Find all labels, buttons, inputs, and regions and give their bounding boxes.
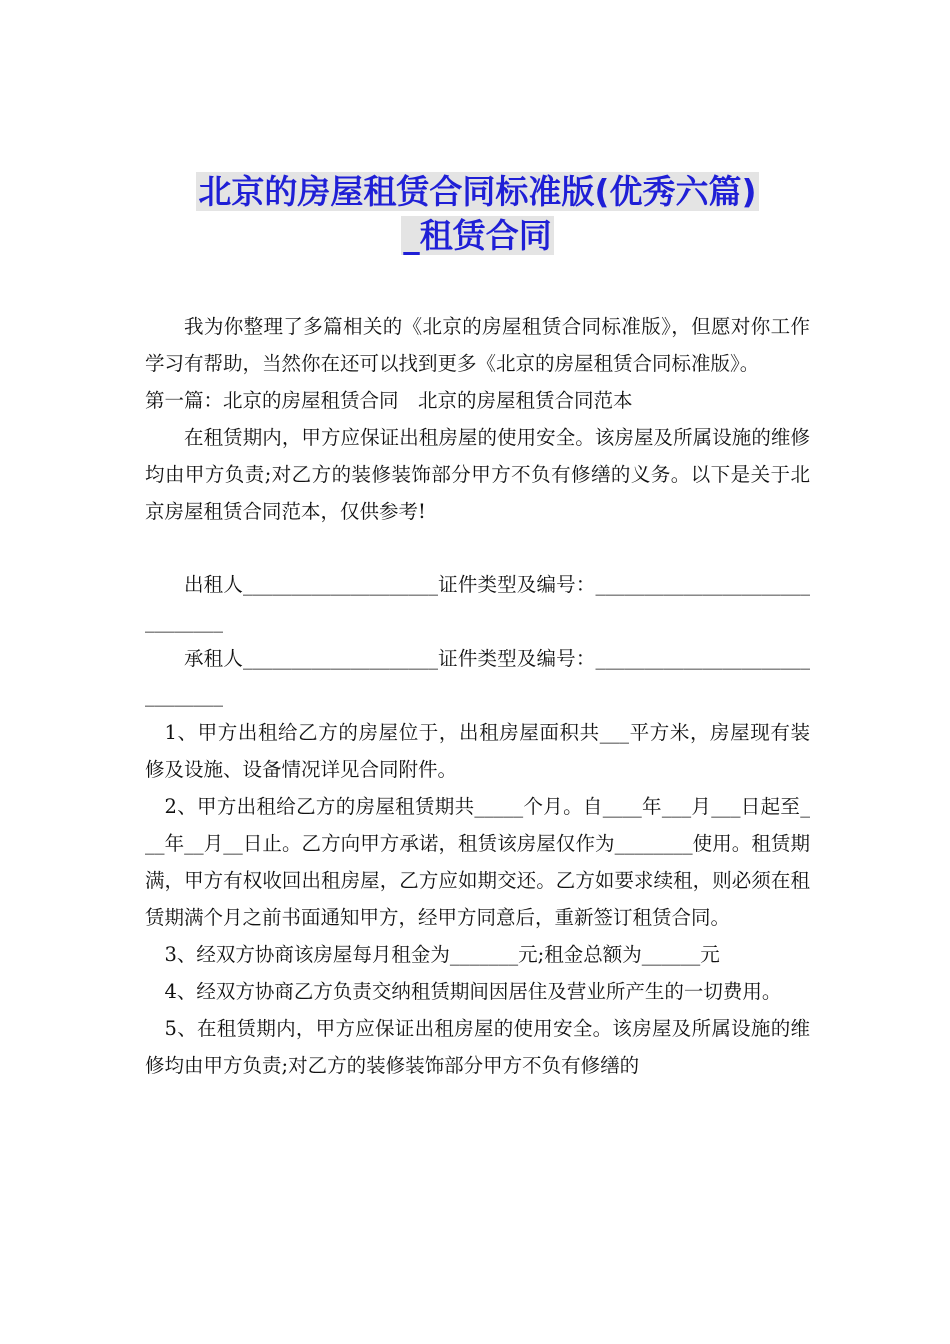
clause-1: 1、甲方出租给乙方的房屋位于，出租房屋面积共___平方米，房屋现有装修及设施、设备情况详见合同附件。 xyxy=(145,721,810,781)
clause-4: 4、经双方协商乙方负责交纳租赁期间因居住及营业所产生的一切费用。 xyxy=(164,980,782,1003)
lessor-line: 出租人____________________证件类型及编号：______________________________ xyxy=(145,573,810,633)
clause-5: 5、在租赁期内，甲方应保证出租房屋的使用安全。该房屋及所属设施的维修均由甲方负责;对乙方的装修装饰部分甲方不负有修缮的 xyxy=(145,1017,810,1077)
title-line-2: _租赁合同 xyxy=(403,216,552,255)
section-heading: 第一篇：北京的房屋租赁合同 北京的房屋租赁合同范本 xyxy=(145,389,633,412)
clause-3: 3、经双方协商该房屋每月租金为_______元;租金总额为______元 xyxy=(164,943,720,966)
spacer xyxy=(145,530,810,566)
section-intro-paragraph: 在租赁期内，甲方应保证出租房屋的使用安全。该房屋及所属设施的维修均由甲方负责;对乙方的装修装饰部分甲方不负有修缮的义务。以下是关于北京房屋租赁合同范本，仅供参考! xyxy=(145,426,810,523)
document-title xyxy=(145,170,810,258)
clause-2: 2、甲方出租给乙方的房屋租赁期共_____个月。自____年___月___日起至___年__月__日止。乙方向甲方承诺，租赁该房屋仅作为________使用。租赁期满，甲方有权收回出租房屋，乙方应如期交还。乙方如要求续租，则必须在租赁期满个月之前书面通知甲方，经甲方同意后，重新签订租赁合同。 xyxy=(145,795,810,929)
document-page xyxy=(145,170,810,1084)
title-line-1: 北京的房屋租赁合同标准版(优秀六篇) xyxy=(198,172,757,211)
lessee-line: 承租人____________________证件类型及编号：______________________________ xyxy=(145,647,810,707)
intro-paragraph: 我为你整理了多篇相关的《北京的房屋租赁合同标准版》，但愿对你工作学习有帮助，当然你在还可以找到更多《北京的房屋租赁合同标准版》。 xyxy=(145,315,810,375)
